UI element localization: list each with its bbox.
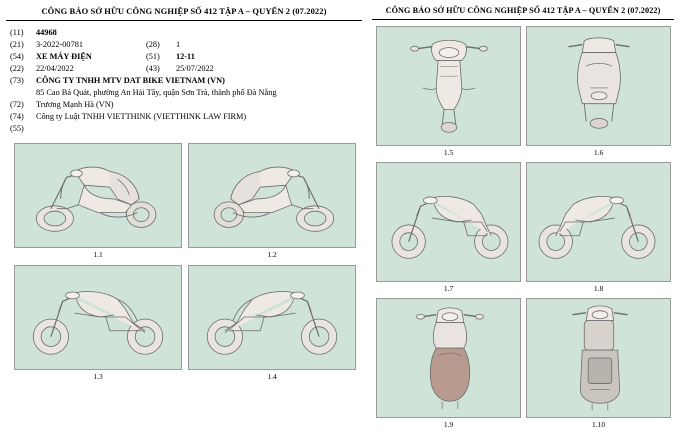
applicant-address: 85 Cao Bá Quát, phường An Hải Tây, quận Sơn Trà, thành phố Đà Nẵng <box>36 88 277 98</box>
right-page-header: CÔNG BÁO SỞ HỮU CÔNG NGHIỆP SỐ 412 TẬP A – QUYỂN 2 (07.2022) <box>372 6 674 20</box>
scooter-illustration-side-left-plain <box>377 163 520 281</box>
figure-1-6 <box>526 26 671 157</box>
field-code-43: (43) <box>146 64 160 74</box>
figure-caption: 1.4 <box>267 372 277 382</box>
scooter-illustration-top-view <box>377 299 520 417</box>
figure-grid-left <box>6 143 362 381</box>
biblio-row <box>10 63 360 75</box>
figure-caption: 1.1 <box>93 250 103 260</box>
figure-frame <box>376 26 521 146</box>
field-code-54: (54) <box>10 52 24 62</box>
field-code-72: (72) <box>10 100 24 110</box>
figure-caption: 1.7 <box>443 284 454 293</box>
figure-caption: 1.2 <box>267 250 277 260</box>
figure-caption: 1.3 <box>93 372 103 382</box>
figure-caption: 1.5 <box>443 148 454 157</box>
figure-1-4 <box>188 265 356 381</box>
figure-caption: 1.9 <box>443 420 454 429</box>
scooter-illustration-bottom-view <box>527 299 670 417</box>
field-value-51: 12-11 <box>176 52 195 62</box>
figure-frame <box>376 298 521 418</box>
biblio-row <box>10 39 360 51</box>
field-value-11: 44968 <box>36 28 57 37</box>
scooter-illustration-rear-view <box>527 27 670 145</box>
figure-1-1 <box>14 143 182 259</box>
field-code-28: (28) <box>146 40 160 50</box>
applicant-name: CÔNG TY TNHH MTV DAT BIKE VIETNAM (VN) <box>36 76 225 86</box>
figure-caption: 1.8 <box>593 284 604 293</box>
figure-frame <box>14 265 182 370</box>
biblio-row <box>10 51 360 63</box>
figure-frame <box>188 143 356 248</box>
agent-name: Công ty Luật TNHH VIETTHINK (VIETTHINK LAW FIRM) <box>36 112 247 122</box>
field-value-28: 1 <box>176 40 181 50</box>
figure-1-5 <box>376 26 521 157</box>
figure-1-2 <box>188 143 356 259</box>
figure-frame <box>188 265 356 370</box>
figure-frame <box>526 162 671 282</box>
figure-1-10 <box>526 298 671 429</box>
field-value-21: 3-2022-00781 <box>36 40 84 50</box>
field-code-55: (55) <box>10 124 24 134</box>
figure-caption: 1.6 <box>593 148 604 157</box>
figure-1-9 <box>376 298 521 429</box>
field-code-74: (74) <box>10 112 24 122</box>
scooter-illustration-side-right-plain <box>527 163 670 281</box>
field-code-11: (11) <box>10 28 24 37</box>
scooter-illustration-side-left <box>15 266 181 369</box>
figure-caption: 1.10 <box>591 420 606 429</box>
figure-frame <box>526 26 671 146</box>
field-value-43: 25/07/2022 <box>176 64 214 74</box>
figure-frame <box>14 143 182 248</box>
figure-1-3 <box>14 265 182 381</box>
field-value-22: 22/04/2022 <box>36 64 74 74</box>
figure-frame <box>376 162 521 282</box>
left-page-header: CÔNG BÁO SỞ HỮU CÔNG NGHIỆP SỐ 412 TẬP A – QUYỂN 2 (07.2022) <box>6 6 362 21</box>
biblio-row-applicant-address <box>10 87 360 99</box>
field-value-54: XE MÁY ĐIỆN <box>36 52 92 62</box>
biblio-row-designer <box>10 99 360 111</box>
field-code-73: (73) <box>10 76 24 86</box>
bibliographic-block <box>6 27 362 135</box>
biblio-row <box>10 27 360 39</box>
field-code-51: (51) <box>146 52 160 62</box>
scooter-illustration-side-right <box>189 266 355 369</box>
figure-1-8 <box>526 162 671 293</box>
right-column <box>368 0 680 439</box>
figure-frame <box>526 298 671 418</box>
figure-grid-right <box>372 26 674 429</box>
figure-1-7 <box>376 162 521 293</box>
designer-name: Trương Mạnh Hà (VN) <box>36 100 114 110</box>
biblio-row-agent <box>10 111 360 123</box>
field-code-21: (21) <box>10 40 24 50</box>
scooter-illustration-front-left-quarter <box>15 144 181 247</box>
scooter-illustration-front-right-quarter <box>189 144 355 247</box>
scooter-illustration-front-view <box>377 27 520 145</box>
biblio-row-55 <box>10 123 360 135</box>
biblio-row-applicant <box>10 75 360 87</box>
field-code-22: (22) <box>10 64 24 74</box>
